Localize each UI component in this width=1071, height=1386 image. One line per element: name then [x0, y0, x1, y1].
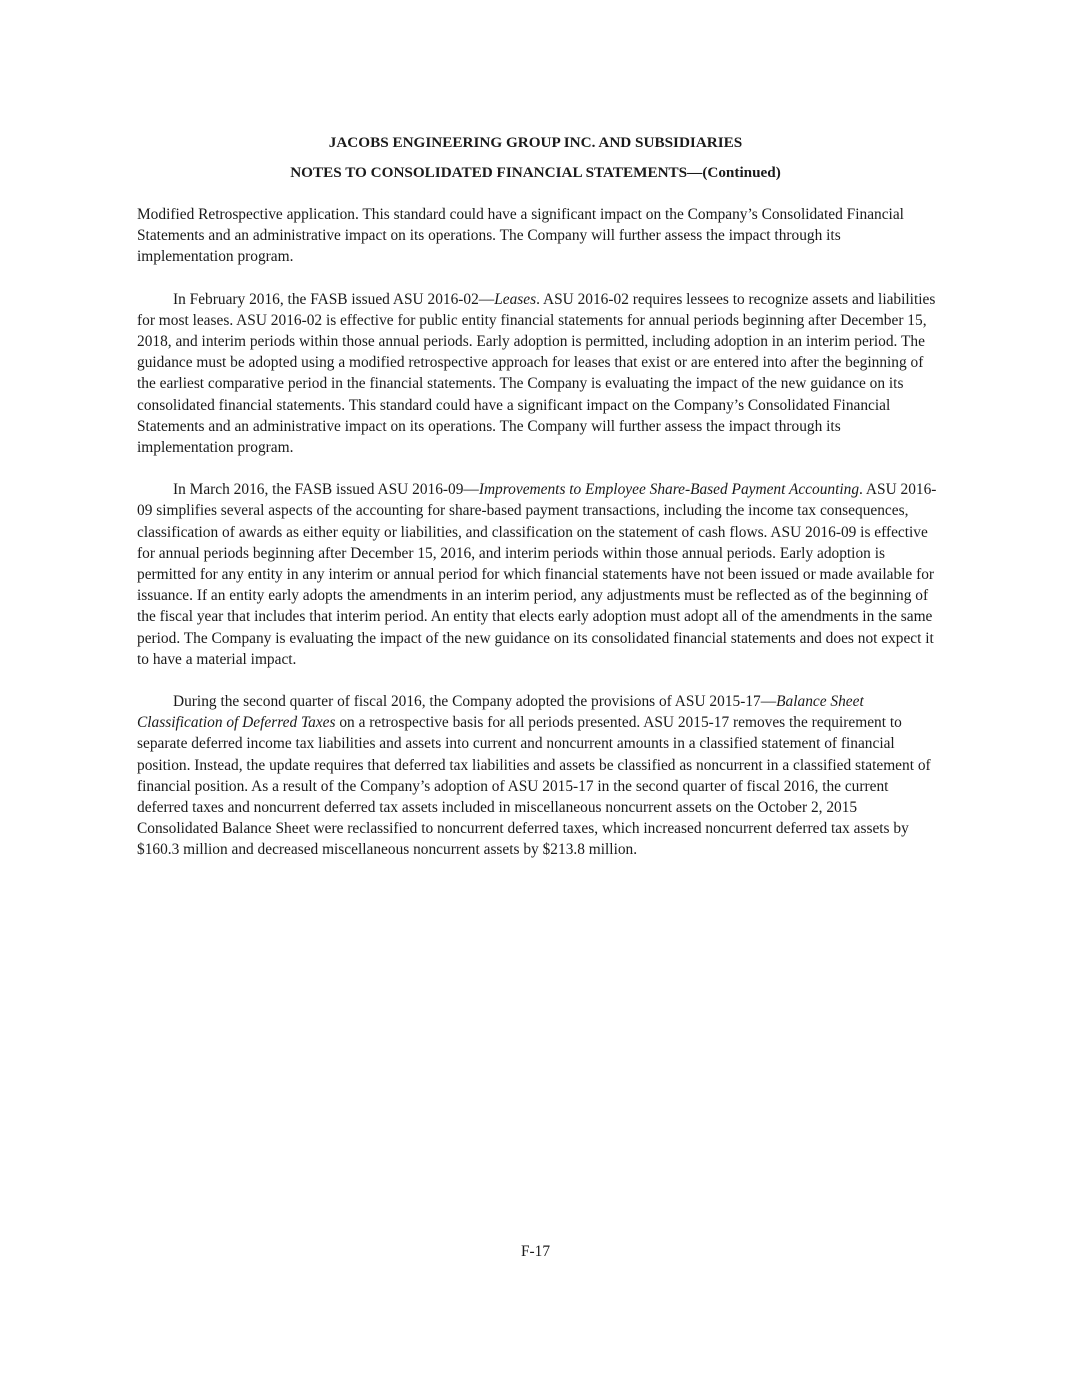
paragraph-asu-2016-09	[137, 479, 937, 670]
paragraph-continued: Modified Retrospective application. This standard could have a significant impact on the Company’s Consolidated Financial Statements and an administrative impact on its operations. The Company will further assess the impact through its implementation program.	[137, 206, 904, 266]
standard-title: Improvements to Employee Share-Based Payment Accounting	[478, 481, 860, 499]
paragraph-rest: . ASU 2016-09 simplifies several aspects of the accounting for share-based payment transactions, including the income tax consequences, classification of awards as either equity or liabilities, and classification on the statement of cash flows. ASU 2016-09 is effective for annual periods beginning after December 15, 2016, and interim periods within those annual periods. Early adoption is permitted for any entity in any interim or annual period for which financial statements have not been issued or made available for issuance. If an entity early adopts the amendments in an interim period, any adjustments must be reflected as of the beginning of the fiscal year that includes that interim period. An entity that elects early adoption must adopt all of the amendments in the same period. The Company is evaluating the impact of the new guidance on its consolidated financial statements and does not expect it to have a material impact.	[137, 481, 937, 668]
paragraph-lead: In February 2016, the FASB issued ASU 2016-02—	[173, 290, 495, 308]
paragraph-rest: on a retrospective basis for all periods presented. ASU 2015-17 removes the requirement to separate deferred income tax liabilities and assets into current and noncurrent amounts in a classified statement of financial position. Instead, the update requires that deferred tax liabilities and assets be classified as noncurrent in a classified statement of financial position. As a result of the Company’s adoption of ASU 2015-17 in the second quarter of fiscal 2016, the current deferred taxes and noncurrent deferred tax assets included in miscellaneous noncurrent assets on the October 2, 2015 Consolidated Balance Sheet were reclassified to noncurrent deferred taxes, which increased noncurrent deferred tax assets by $160.3 million and decreased miscellaneous noncurrent assets by $213.8 million.	[137, 714, 931, 859]
paragraph-asu-2015-17	[137, 691, 937, 861]
standard-title: Leases	[494, 290, 537, 308]
page-number: F-17	[520, 1243, 551, 1260]
section-heading: NOTES TO CONSOLIDATED FINANCIAL STATEMENTS—(Continued)	[290, 164, 781, 181]
company-heading: JACOBS ENGINEERING GROUP INC. AND SUBSIDIARIES	[328, 134, 743, 151]
standard-title: Balance Sheet Classification of Deferred Taxes	[137, 693, 864, 732]
notes-body	[137, 204, 937, 861]
paragraph-asu-2016-02	[137, 289, 937, 459]
paragraph-lead: During the second quarter of fiscal 2016, the Company adopted the provisions of ASU 2015-17—	[173, 693, 777, 711]
paragraph-lead: In March 2016, the FASB issued ASU 2016-09—	[173, 481, 479, 499]
paragraph-rest: . ASU 2016-02 requires lessees to recognize assets and liabilities for most leases. ASU 2016-02 is effective for public entity financial statements for annual periods beginning after December 15, 2018, and interim periods within those annual periods. Early adoption is permitted, including adoption in an interim period. The guidance must be adopted using a modified retrospective approach for leases that exist or are entered into after the beginning of the earliest comparative period in the financial statements. The Company is evaluating the impact of the new guidance on its consolidated financial statements. This standard could have a significant impact on the Company’s Consolidated Financial Statements and an administrative impact on its operations. The Company will further assess the impact through its implementation program.	[137, 290, 936, 457]
